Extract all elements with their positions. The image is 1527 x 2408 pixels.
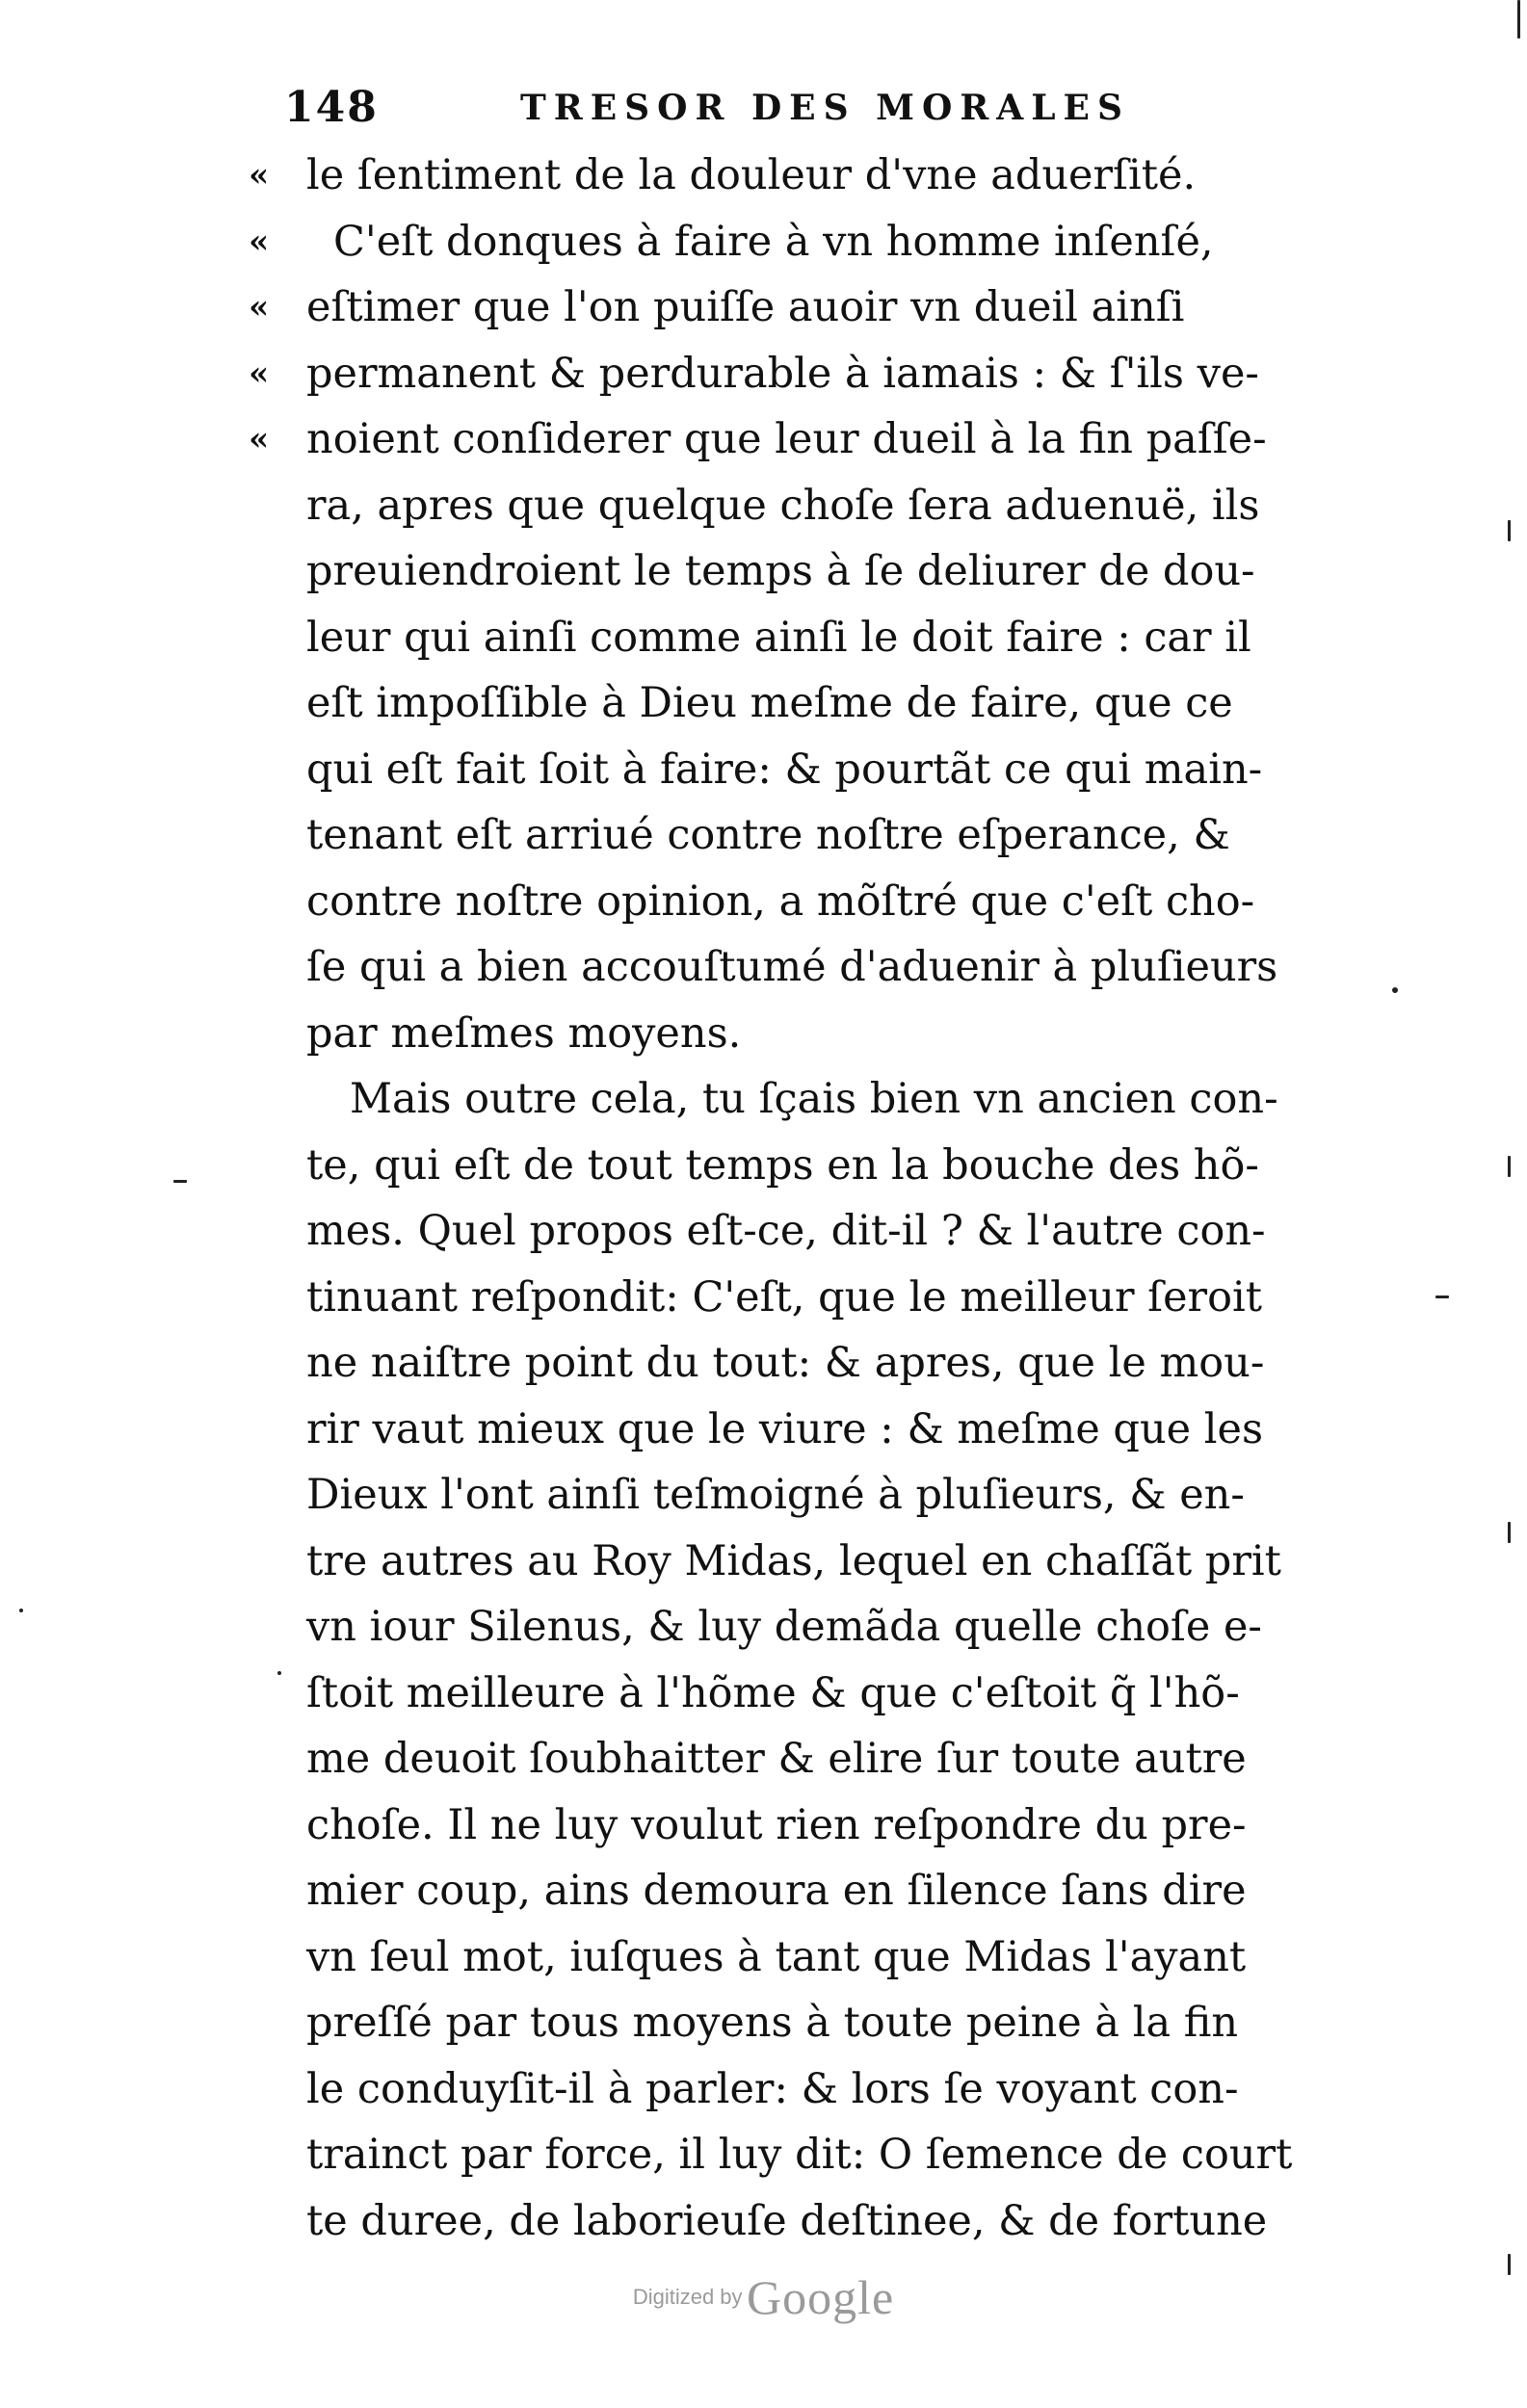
digitization-watermark <box>0 2269 1527 2337</box>
text-line <box>249 341 1347 407</box>
scan-speck <box>1517 0 1520 39</box>
line-text: te duree, de laborieuſe deſtinee, & de fortune <box>306 2196 1268 2245</box>
line-text: permanent & perdurable à iamais : & ſ'ils ve- <box>306 349 1259 398</box>
text-line <box>249 1793 1347 1859</box>
quote-mark: « <box>249 353 270 393</box>
text-line <box>249 209 1347 275</box>
line-text: vn ſeul mot, iuſques à tant que Midas l'ayant <box>306 1932 1247 1981</box>
page-number: 148 <box>284 83 379 132</box>
scan-speck <box>1508 1156 1511 1177</box>
body-text <box>249 143 1347 2254</box>
text-line <box>249 1133 1347 1199</box>
text-line <box>249 1594 1347 1661</box>
scan-speck <box>173 1180 187 1183</box>
scan-speck <box>1508 1522 1511 1543</box>
quote-mark: « <box>249 156 270 195</box>
running-head <box>284 79 1344 137</box>
text-line <box>249 1661 1347 1727</box>
google-wordmark: Google <box>746 2270 895 2324</box>
text-line <box>249 802 1347 869</box>
text-line <box>249 934 1347 1001</box>
line-text: tre autres au Roy Midas, lequel en chaſſãt prit <box>306 1536 1281 1585</box>
line-text: Dieux l'ont ainſi teſmoigné à pluſieurs, & en- <box>306 1471 1245 1519</box>
text-line <box>249 406 1347 473</box>
text-line <box>249 1924 1347 1991</box>
quote-mark: « <box>249 222 270 261</box>
line-text: ra, apres que quelque choſe ſera aduenuë, ils <box>306 481 1260 530</box>
text-line <box>249 143 1347 209</box>
line-text: par meſmes moyens. <box>306 1008 742 1058</box>
text-line <box>249 869 1347 935</box>
text-line <box>249 737 1347 803</box>
scan-speck <box>1508 520 1511 541</box>
line-text: tinuant reſpondit: C'eſt, que le meilleur ſeroit <box>306 1272 1263 1322</box>
line-text: eſtimer que l'on puiſſe auoir vn dueil ainſi <box>306 283 1185 331</box>
line-text: ſe qui a bien accouſtumé d'aduenir à pluſieurs <box>306 943 1278 991</box>
digitized-by-label: Digitized by <box>632 2285 743 2309</box>
text-line <box>249 1726 1347 1793</box>
text-line <box>249 1198 1347 1265</box>
text-line <box>249 2056 1347 2123</box>
text-line <box>249 473 1347 539</box>
text-line <box>249 2122 1347 2188</box>
line-text: Mais outre cela, tu ſçais bien vn ancien con- <box>350 1075 1278 1123</box>
line-text: eſt impoſſible à Dieu meſme de faire, que ce <box>306 679 1233 727</box>
text-line <box>249 1001 1347 1067</box>
text-line <box>249 2188 1347 2255</box>
line-text: choſe. Il ne luy voulut rien reſpondre du pre- <box>306 1800 1247 1849</box>
text-line <box>249 1858 1347 1924</box>
line-text: trainct par force, il luy dit: O ſemence de court <box>306 2131 1293 2179</box>
quote-mark: « <box>249 288 270 327</box>
text-line <box>249 1066 1347 1133</box>
text-line <box>249 538 1347 605</box>
text-line <box>249 605 1347 671</box>
text-line <box>249 1397 1347 1463</box>
text-line <box>249 670 1347 737</box>
quote-mark: « <box>249 420 270 458</box>
line-text: C'eſt donques à faire à vn homme inſenſé, <box>333 217 1214 266</box>
text-line <box>249 1990 1347 2056</box>
line-text: le conduyſit-il à parler: & lors ſe voyant con- <box>306 2064 1239 2113</box>
line-text: mier coup, ains demoura en ſilence ſans dire <box>306 1867 1247 1915</box>
text-line <box>249 1265 1347 1331</box>
line-text: noient conſiderer que leur dueil à la fin paſſe- <box>306 415 1267 463</box>
text-line <box>249 1330 1347 1397</box>
line-text: le ſentiment de la douleur d'vne aduerſité. <box>306 151 1197 199</box>
line-text: contre noſtre opinion, a mõſtré que c'eſt cho- <box>306 877 1255 926</box>
line-text: preuiendroient le temps à ſe deliurer de dou- <box>306 547 1255 595</box>
scan-speck <box>19 1609 23 1612</box>
line-text: mes. Quel propos eſt-ce, dit-il ? & l'autre con- <box>306 1207 1266 1255</box>
scan-speck <box>277 1671 281 1675</box>
running-title: TRESOR DES MORALES <box>520 88 1130 128</box>
line-text: me deuoit ſoubhaitter & elire ſur toute autre <box>306 1735 1247 1783</box>
scan-speck <box>1392 987 1398 993</box>
line-text: leur qui ainſi comme ainſi le doit faire : car il <box>306 613 1251 662</box>
text-line <box>249 1529 1347 1595</box>
line-text: preſſé par tous moyens à toute peine à la fin <box>306 1999 1239 2047</box>
line-text: te, qui eſt de tout temps en la bouche des hõ- <box>306 1140 1259 1190</box>
line-text: rir vaut mieux que le viure : & meſme que les <box>306 1404 1264 1453</box>
line-text: ſtoit meilleure à l'hõme & que c'eſtoit q̃ l'hõ- <box>306 1668 1240 1717</box>
line-text: ne naiſtre point du tout: & apres, que le mou- <box>306 1339 1265 1387</box>
text-line <box>249 1462 1347 1529</box>
line-text: tenant eſt arriué contre noſtre eſperance, & <box>306 811 1230 859</box>
line-text: vn iour Silenus, & luy demãda quelle choſe e- <box>306 1603 1262 1651</box>
line-text: qui eſt fait ſoit à faire: & pourtãt ce qui main- <box>306 745 1263 794</box>
text-line <box>249 275 1347 341</box>
scan-speck <box>1435 1296 1449 1298</box>
